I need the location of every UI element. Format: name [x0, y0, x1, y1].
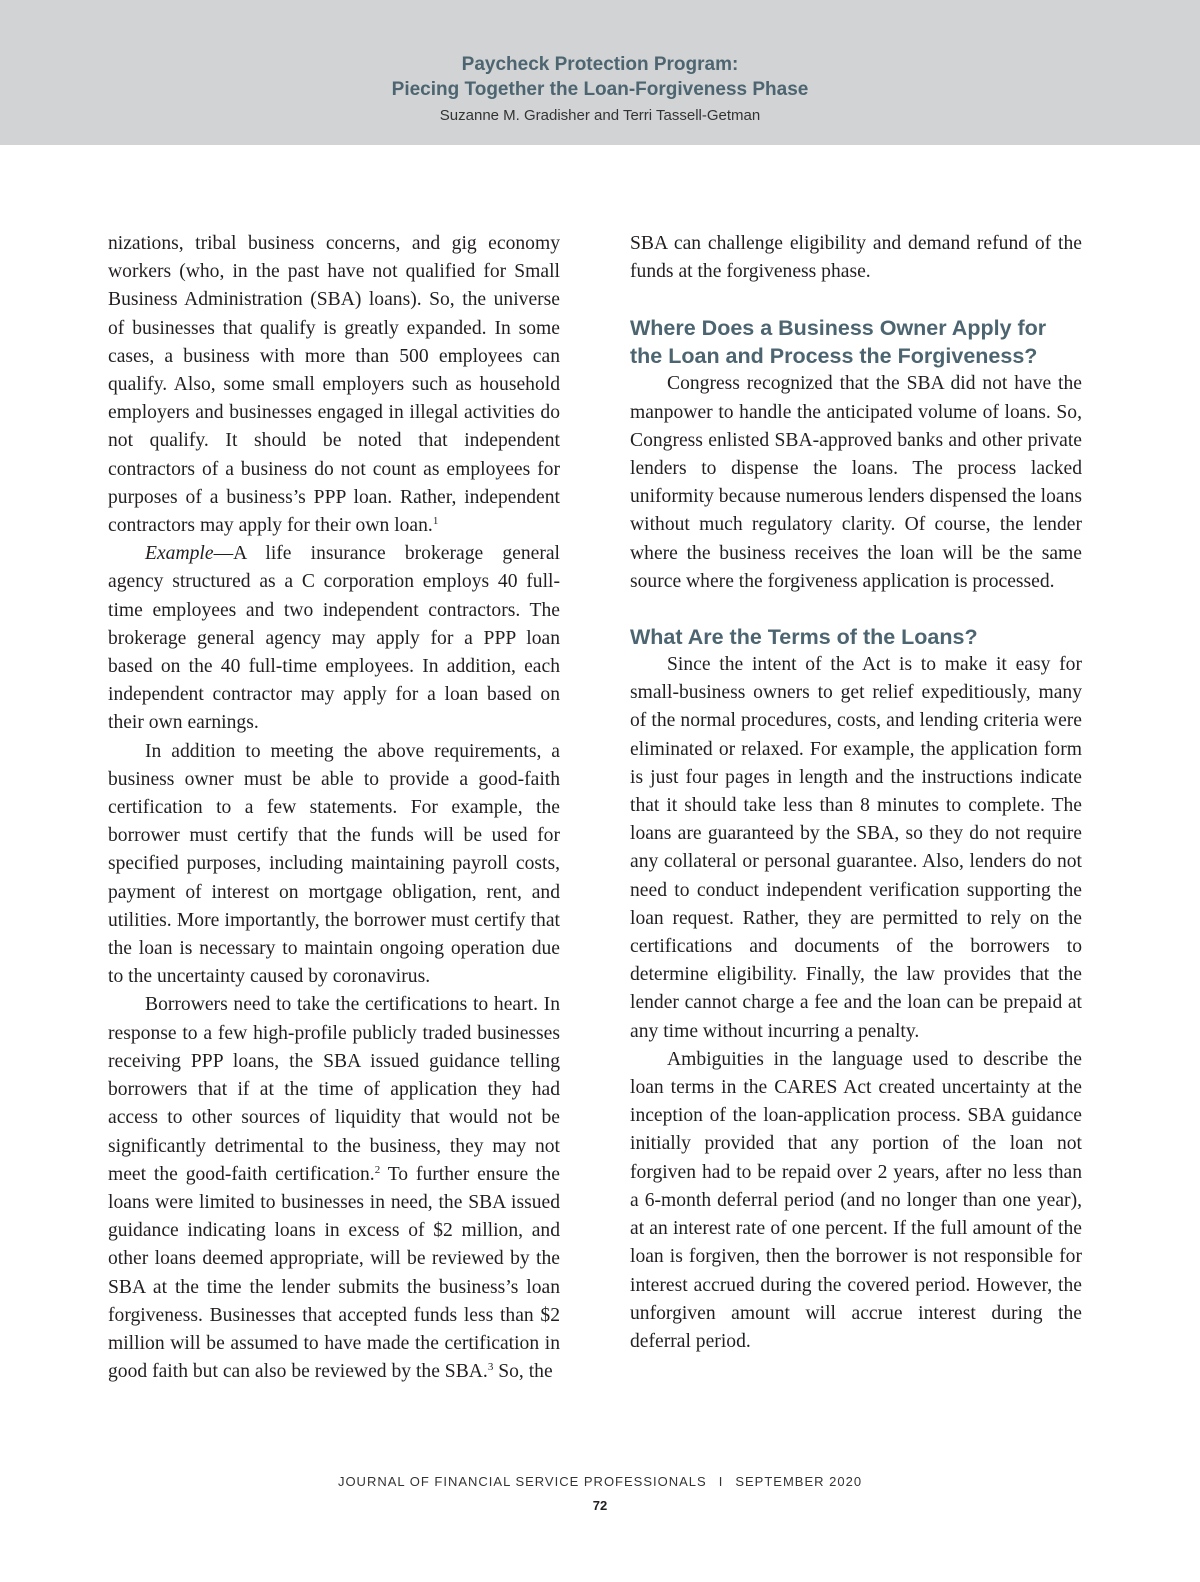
page-footer: [0, 1474, 1200, 1513]
article-title-line-2: Piecing Together the Loan-Forgiveness Phase: [391, 79, 809, 100]
paragraph: Ambiguities in the language used to describe the loan terms in the CARES Act created uncertainty at the inception of the loan-application process. SBA guidance initially provided that any portion of the loan not forgiven had to be repaid over 2 years, after no less than a 6-month deferral period (and no longer than one year), at an interest rate of one percent. If the full amount of the loan is forgiven, then the borrower is not responsible for interest accrued during the covered period. However, the unforgiven amount will accrue interest during the deferral period.: [630, 1048, 1082, 1352]
paragraph: Since the intent of the Act is to make it easy for small-business owners to get relief expeditiously, many of the normal procedures, costs, and lending criteria were eliminated or relaxed. For example, the application form is just four pages in length and the instructions indicate that it should take less than 8 minutes to complete. The loans are guaranteed by the SBA, so they do not require any collateral or personal guarantee. Also, lenders do not need to conduct independent verification supporting the loan request. Rather, they are permitted to rely on the certifications and documents of the borrowers to determine eligibility. Finally, the law provides that the lender cannot charge a fee and the loan can be prepaid at any time without incurring a penalty.: [630, 654, 1082, 1042]
example-label: Example: [145, 543, 214, 565]
paragraph: In addition to meeting the above requirements, a business owner must be able to provide a good-faith certification to a few statements. For example, the borrower must certify that the funds will be used for specified purposes, including maintaining payroll costs, payment of interest on mortgage obligation, rent, and utilities. More importantly, the borrower must certify that the loan is necessary to maintain ongoing operation due to the uncertainty caused by coronavirus.: [108, 740, 560, 988]
issue-date: SEPTEMBER 2020: [735, 1474, 863, 1489]
footer-separator: I: [718, 1474, 724, 1489]
paragraph: Congress recognized that the SBA did not have the manpower to handle the anticipated volume of loans. So, Congress enlisted SBA-approved banks and other private lenders to dispense the loans. The process lacked uniformity because numerous lenders dispensed the loans without much regulatory clarity. Of course, the lender where the business receives the loan will be the same source where the forgiveness application is processed.: [630, 373, 1082, 592]
paragraph-example: Example—A life insurance brokerage general agency structured as a C corporation employs 40 full-time employees and two independent contractors. The brokerage general agency may apply for a PPP loan based on the 40 full-time employees. In addition, each independent contractor may apply for a loan based on their own earnings.: [108, 543, 560, 734]
section-heading: What Are the Terms of the Loans?: [630, 625, 978, 650]
right-column: [630, 230, 1082, 1356]
article-title-line-1: Paycheck Protection Program:: [461, 54, 739, 75]
journal-line: [0, 1474, 1200, 1489]
paragraph: nizations, tribal business concerns, and gig economy workers (who, in the past have not qualified for Small Business Administration (SBA) loans). So, the universe of businesses that qualify is greatly expanded. In some cases, a business with more than 500 employees can qualify. Also, some small employers such as household employers and businesses engaged in illegal activities do not qualify. It should be noted that independent contractors of a business do not count as employees for purposes of a business’s PPP loan. Rather, independent contractors may apply for their own loan.$^1$: [108, 233, 560, 537]
paragraph: SBA can challenge eligibility and demand refund of the funds at the forgiveness phase.: [630, 233, 1082, 283]
section-heading: Where Does a Business Owner Apply for the Loan and Process the Forgiveness?: [630, 316, 1047, 369]
footnote-marker: 1: [432, 515, 439, 528]
footnote-marker: 3: [487, 1361, 494, 1374]
paragraph: Borrowers need to take the certifications to heart. In response to a few high-profile publicly traded businesses receiving PPP loans, the SBA issued guidance telling borrowers that if at the time of application they had access to other sources of liquidity that would not be significantly detrimental to the business, they may not meet the good-faith certification.$^2$ To further ensure the loans were limited to businesses in need, the SBA issued guidance indicating loans in excess of $2 million, and other loans deemed appropriate, will be reviewed by the SBA at the time the lender submits the business’s loan forgiveness. Businesses that accepted funds less than $2 million will be assumed to have made the certification in good faith but can also be reviewed by the SBA.$^3$ So, the: [108, 994, 560, 1383]
footnote-marker: 2: [374, 1163, 381, 1176]
running-header: [0, 0, 1200, 145]
article-authors: Suzanne M. Gradisher and Terri Tassell-Getman: [439, 107, 761, 124]
journal-name: JOURNAL OF FINANCIAL SERVICE PROFESSIONALS: [337, 1474, 707, 1489]
left-column: [108, 230, 560, 1386]
page-number: 72: [592, 1498, 608, 1513]
